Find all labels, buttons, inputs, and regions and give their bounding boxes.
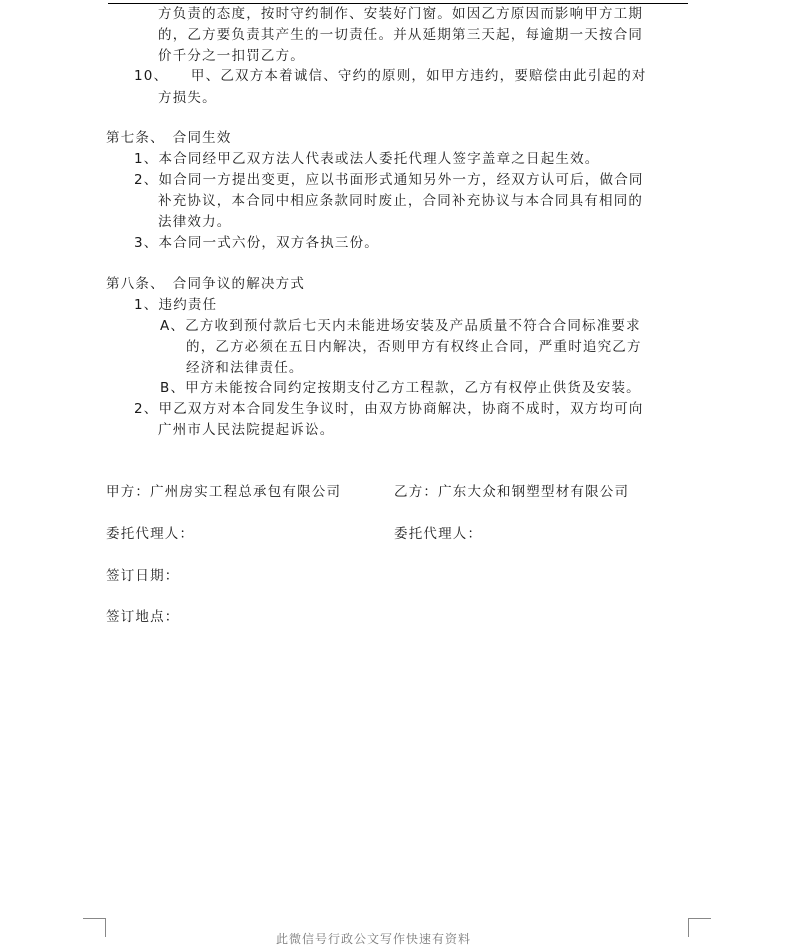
party-a-agent: 委托代理人： bbox=[106, 526, 195, 542]
article-8-item-2-line-1: 2、甲乙双方对本合同发生争议时，由双方协商解决，协商不成时，双方均可向 bbox=[134, 401, 644, 417]
party-b-agent: 委托代理人： bbox=[394, 526, 483, 542]
sign-date-label: 签订日期： bbox=[106, 568, 180, 584]
article-7-item-1: 1、本合同经甲乙双方法人代表或法人委托代理人签字盖章之日起生效。 bbox=[134, 151, 600, 167]
article-8-item-1-b: B、甲方未能按合同约定按期支付乙方工程款，乙方有权停止供货及安装。 bbox=[160, 380, 641, 396]
footer-watermark-text: 此微信号行政公文写作快速有资料 bbox=[276, 932, 472, 946]
article-7-item-2-line-2: 补充协议，本合同中相应条款同时废止，合同补充协议与本合同具有相同的 bbox=[158, 193, 644, 209]
party-a-name: 甲方：广州房实工程总承包有限公司 bbox=[106, 484, 342, 500]
article-8-item-1-a-line-2: 的，乙方必须在五日内解决，否则甲方有权终止合同，严重时追究乙方 bbox=[186, 339, 642, 355]
article-7-item-2-line-1: 2、如合同一方提出变更，应以书面形式通知另外一方，经双方认可后，做合同 bbox=[134, 172, 644, 188]
article-8-item-1: 1、违约责任 bbox=[134, 297, 218, 313]
party-b-name: 乙方：广东大众和钢塑型材有限公司 bbox=[394, 484, 630, 500]
article-8-item-1-a-line-3: 经济和法律责任。 bbox=[186, 360, 304, 376]
clause-10-line-1: 10、 甲、乙双方本着诚信、守约的原则，如甲方违约，要赔偿由此引起的对 bbox=[134, 68, 647, 84]
clause-9-line-2: 的，乙方要负责其产生的一切责任。并从延期第三天起，每逾期一天按合同 bbox=[158, 27, 644, 43]
article-7-item-2-line-3: 法律效力。 bbox=[158, 214, 232, 230]
article-8-item-1-a-line-1: A、乙方收到预付款后七天内未能进场安装及产品质量不符合合同标准要求 bbox=[160, 318, 641, 334]
clause-9-line-1: 方负责的态度，按时守约制作、安装好门窗。如因乙方原因而影响甲方工期 bbox=[158, 6, 644, 22]
clause-9-line-3: 价千分之一扣罚乙方。 bbox=[158, 48, 305, 64]
clause-10-line-2: 方损失。 bbox=[158, 90, 217, 106]
page-corner-mark-right bbox=[688, 918, 711, 937]
article-8-item-2-line-2: 广州市人民法院提起诉讼。 bbox=[158, 422, 335, 438]
article-7-heading: 第七条、 合同生效 bbox=[106, 130, 232, 146]
article-7-item-3: 3、本合同一式六份，双方各执三份。 bbox=[134, 235, 379, 251]
article-8-heading: 第八条、 合同争议的解决方式 bbox=[106, 276, 306, 292]
page-corner-mark-left bbox=[83, 918, 106, 937]
sign-place-label: 签订地点： bbox=[106, 609, 180, 625]
